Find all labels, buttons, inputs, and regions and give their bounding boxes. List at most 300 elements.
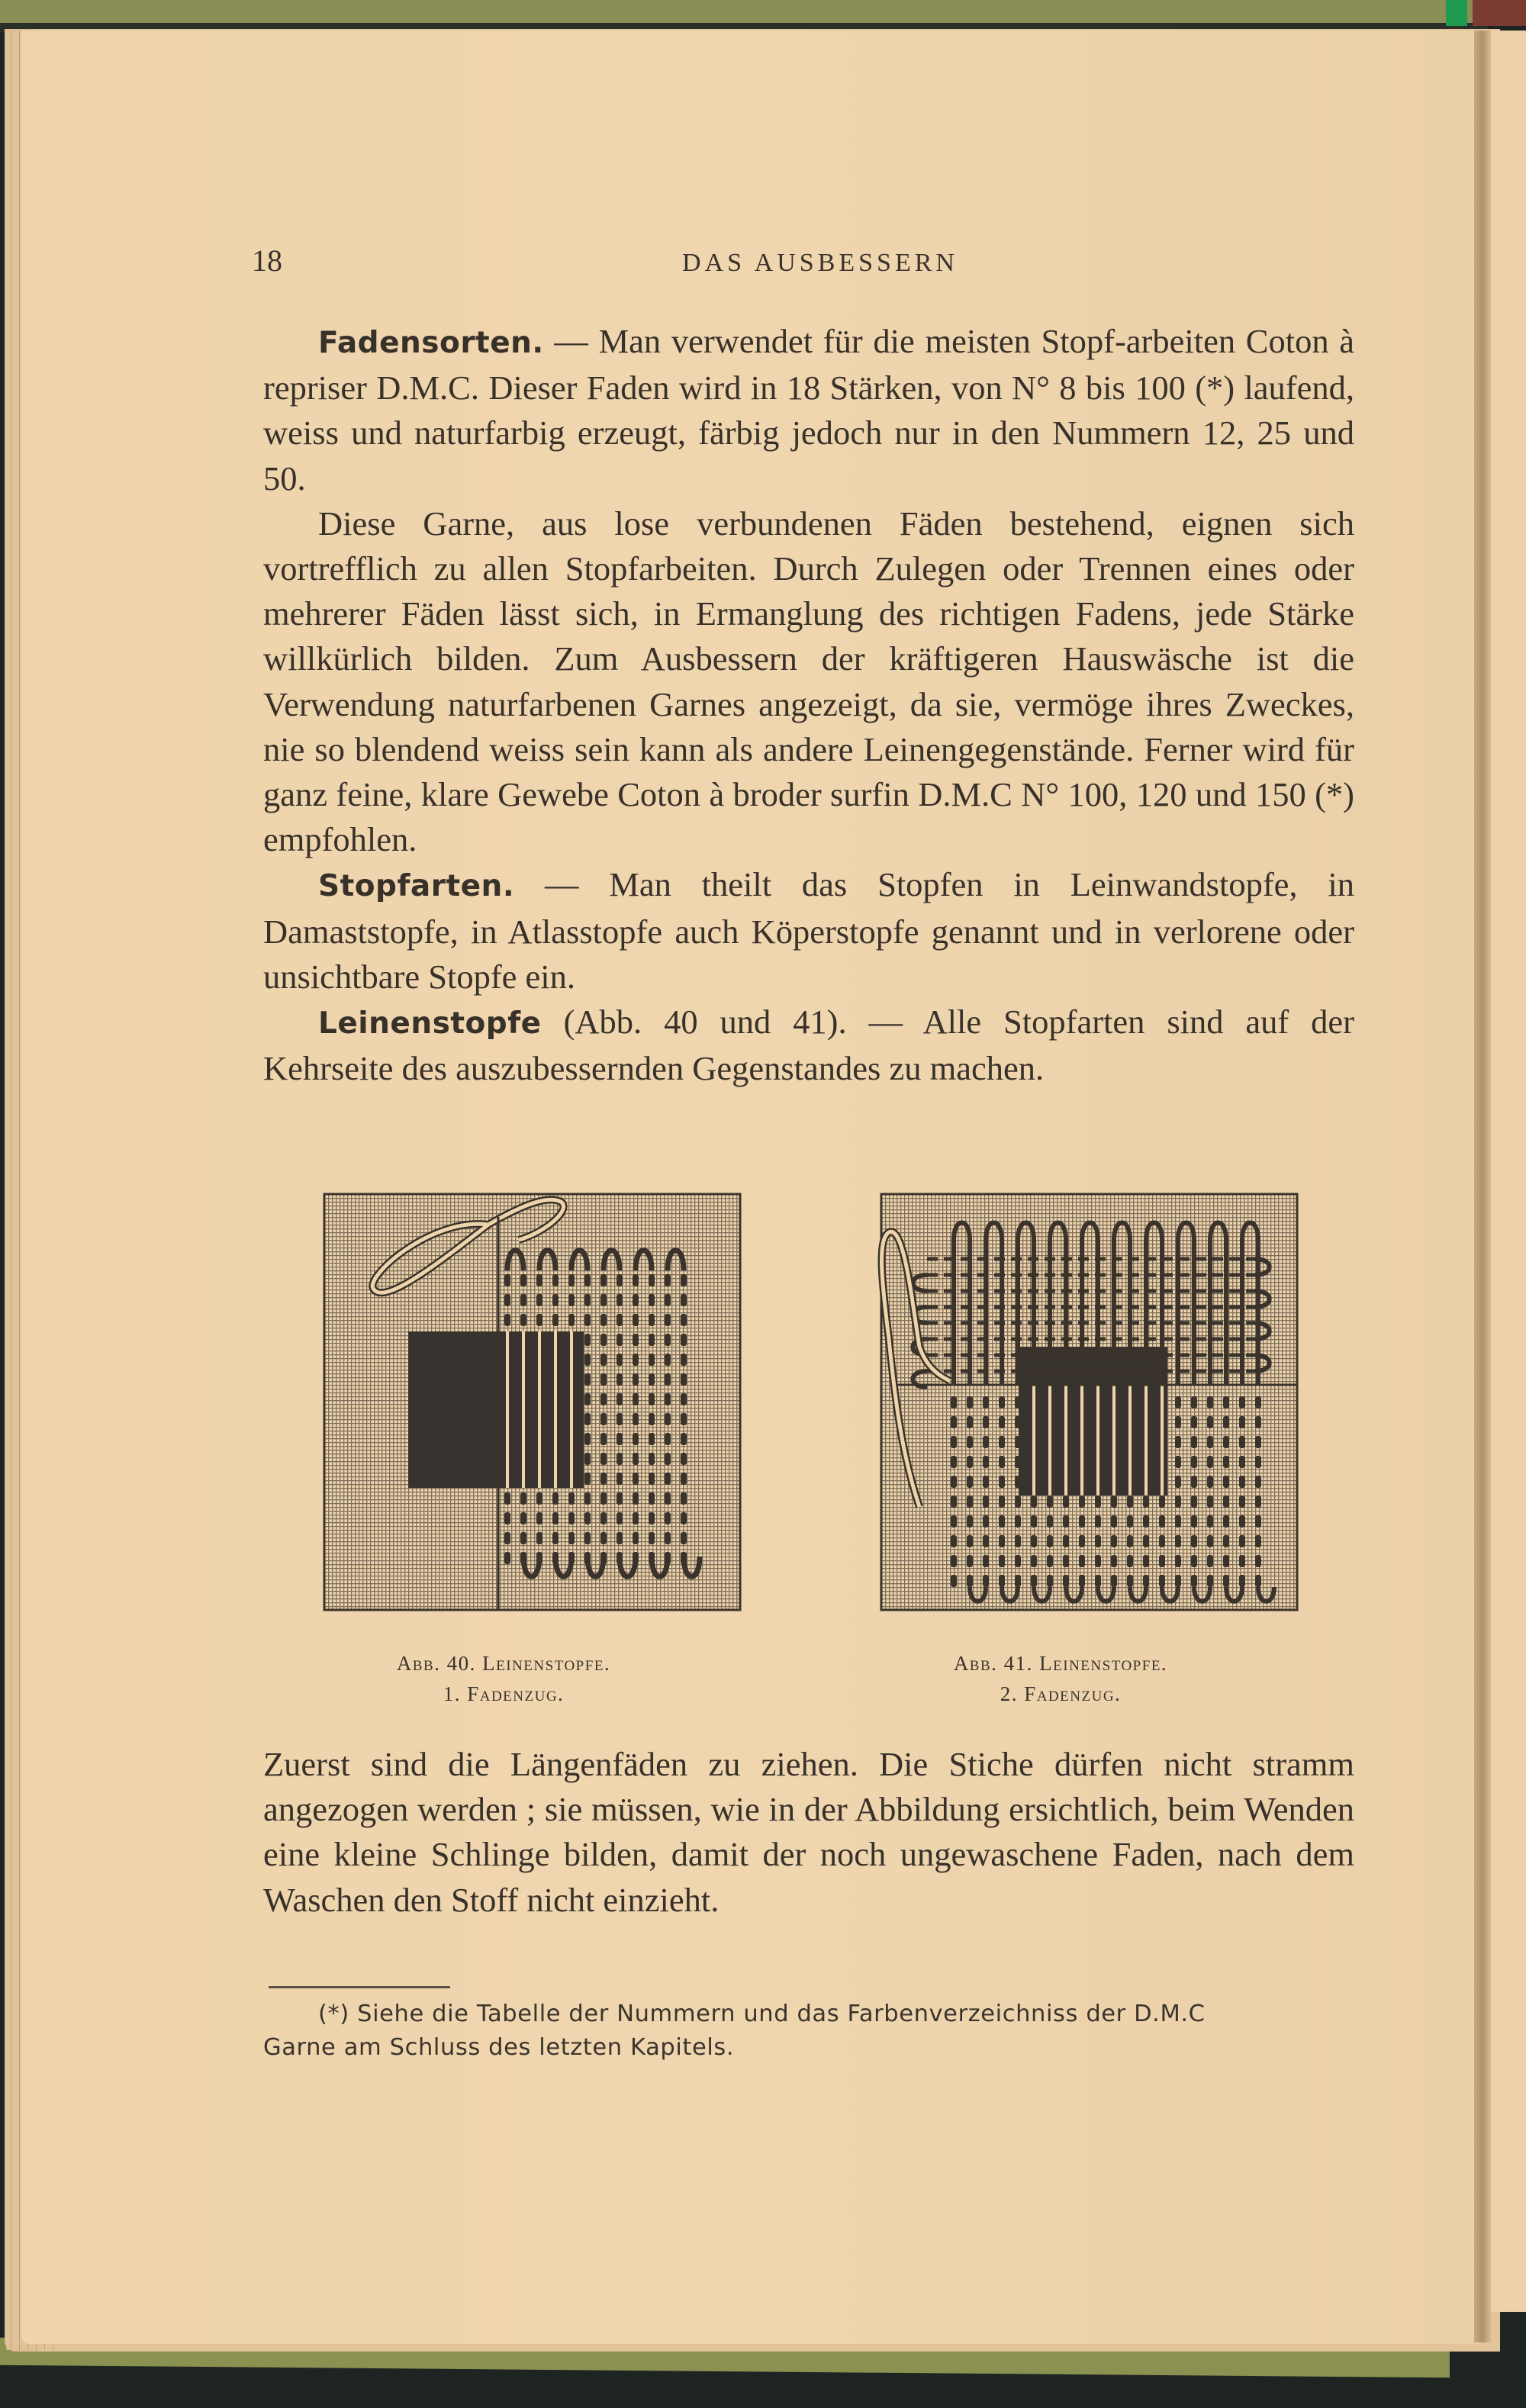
stitch <box>520 1274 526 1286</box>
stitch <box>1127 1495 1133 1508</box>
footnote-line-1: (*) Siehe die Tabelle der Nummern und das Farbenverzeichniss der D.M.C <box>318 2001 1206 2027</box>
stitch <box>1079 1555 1085 1567</box>
stitch <box>999 1436 1005 1448</box>
stitch <box>999 1515 1005 1528</box>
stitch <box>665 1274 671 1286</box>
stitch <box>967 1515 973 1528</box>
stitch <box>617 1354 623 1366</box>
stitch <box>1015 1535 1021 1547</box>
stitch <box>568 1552 575 1564</box>
stitch <box>1255 1535 1261 1547</box>
stitch <box>983 1396 989 1408</box>
stitch <box>633 1413 639 1425</box>
footnote-line-2: Garne am Schluss des letzten Kapitels. <box>263 2034 735 2061</box>
stitch <box>1079 1495 1085 1508</box>
stitch <box>1239 1476 1245 1488</box>
stitch <box>584 1373 591 1386</box>
stitch <box>681 1532 687 1544</box>
stitch <box>584 1532 591 1544</box>
stitch <box>1111 1555 1117 1567</box>
stitch <box>633 1512 639 1524</box>
stitch <box>552 1512 559 1524</box>
stitch <box>1015 1495 1021 1508</box>
stitch <box>983 1575 989 1587</box>
chapter-title: DAS AUSBESSERN <box>682 249 958 277</box>
stitch <box>967 1396 973 1408</box>
stitch <box>1079 1535 1085 1547</box>
text-fadensorten: — Man verwendet für die meisten Stopf-arbeiten Coton à repriser D.M.C. Dieser Faden wird in 18 Stärken, von N° 8 bis 100 (*) laufend, weiss und naturfarbig erzeugt, färbig jedoch nur in den Nummern 12, 25 und 50. <box>263 322 1354 497</box>
stitch <box>600 1274 607 1286</box>
stitch <box>1031 1515 1037 1528</box>
stitch <box>649 1413 655 1425</box>
stitch <box>584 1294 591 1306</box>
stitch <box>1079 1515 1085 1528</box>
stitch <box>1175 1515 1181 1528</box>
stitch <box>584 1473 591 1485</box>
stitch <box>1191 1555 1197 1567</box>
stitch <box>967 1456 973 1468</box>
stitch <box>951 1476 957 1488</box>
stitch <box>552 1294 559 1306</box>
stitch <box>633 1294 639 1306</box>
stitch <box>1223 1535 1229 1547</box>
stitch <box>649 1314 655 1326</box>
stitch <box>649 1532 655 1544</box>
stitch <box>600 1314 607 1326</box>
stitch <box>999 1396 1005 1408</box>
figure-41-svg <box>874 1186 1305 1618</box>
stitch <box>983 1555 989 1567</box>
stitch <box>1143 1535 1149 1547</box>
stitch <box>1255 1476 1261 1488</box>
stitch <box>617 1373 623 1386</box>
stitch <box>568 1492 575 1505</box>
stitch <box>649 1373 655 1386</box>
stitch <box>617 1433 623 1445</box>
stitch <box>520 1314 526 1326</box>
stitch <box>1191 1456 1197 1468</box>
stitch <box>1255 1555 1261 1567</box>
stitch <box>1239 1535 1245 1547</box>
stitch <box>520 1294 526 1306</box>
gutter-shadow <box>1474 31 1491 2342</box>
stitch <box>983 1495 989 1508</box>
stitch <box>999 1535 1005 1547</box>
stitch <box>1175 1396 1181 1408</box>
stitch <box>536 1274 542 1286</box>
stitch <box>504 1492 510 1505</box>
stitch <box>617 1492 623 1505</box>
stitch <box>1191 1476 1197 1488</box>
footnote <box>263 1998 1354 2065</box>
stitch <box>1239 1575 1245 1587</box>
stitch <box>1239 1436 1245 1448</box>
stitch <box>1175 1575 1181 1587</box>
stitch <box>649 1274 655 1286</box>
stitch <box>633 1492 639 1505</box>
stitch <box>1207 1476 1213 1488</box>
stitch <box>1223 1515 1229 1528</box>
stitch <box>600 1373 607 1386</box>
stitch <box>951 1575 957 1587</box>
stitch <box>568 1274 575 1286</box>
stitch <box>983 1456 989 1468</box>
stitch <box>681 1274 687 1286</box>
stitch <box>1207 1515 1213 1528</box>
figure-41-illustration <box>874 1186 1305 1618</box>
stitch <box>568 1532 575 1544</box>
stitch <box>1191 1436 1197 1448</box>
stitch <box>967 1535 973 1547</box>
stitch <box>633 1532 639 1544</box>
stitch <box>617 1334 623 1346</box>
stitch <box>649 1453 655 1465</box>
stitch <box>1063 1555 1069 1567</box>
stitch <box>1239 1515 1245 1528</box>
stitch <box>681 1393 687 1405</box>
stitch <box>600 1453 607 1465</box>
stitch <box>1223 1396 1229 1408</box>
stitch <box>568 1512 575 1524</box>
stitch <box>1223 1555 1229 1567</box>
figure-41-caption <box>862 1648 1259 1709</box>
stitch <box>504 1274 510 1286</box>
stitch <box>1111 1575 1117 1587</box>
stitch <box>600 1532 607 1544</box>
stitch <box>1175 1476 1181 1488</box>
stitch <box>1143 1515 1149 1528</box>
bookmark-ribbon-red <box>1473 0 1526 26</box>
stitch <box>665 1552 671 1564</box>
stitch <box>967 1476 973 1488</box>
stitch <box>951 1555 957 1567</box>
stitch <box>649 1334 655 1346</box>
stitch <box>617 1453 623 1465</box>
figure-40-svg <box>317 1186 748 1618</box>
stitch <box>552 1274 559 1286</box>
stitch <box>999 1456 1005 1468</box>
stitch <box>1255 1456 1261 1468</box>
stitch <box>665 1334 671 1346</box>
stitch <box>999 1416 1005 1428</box>
stitch <box>584 1274 591 1286</box>
footnote-rule <box>269 1986 450 1988</box>
stitch <box>584 1453 591 1465</box>
figure-40-illustration <box>317 1186 748 1618</box>
stitch <box>681 1492 687 1505</box>
stitch <box>1207 1436 1213 1448</box>
stitch <box>600 1492 607 1505</box>
stitch <box>951 1456 957 1468</box>
stitch <box>633 1334 639 1346</box>
stitch <box>999 1495 1005 1508</box>
stitch <box>1255 1515 1261 1528</box>
stitch <box>649 1294 655 1306</box>
body-text-bottom <box>263 1742 1354 1923</box>
paragraph-garne: Diese Garne, aus lose verbundenen Fäden bestehend, eignen sich vortrefflich zu allen Stopfarbeiten. Durch Zulegen oder Trennen eines oder mehrerer Fäden lässt sich, in Ermanglung des richtigen Fadens, jede Stärke willkürlich bilden. Zum Ausbessern der kräftigeren Hauswäsche ist die Verwendung naturfarbenen Garnes angezeigt, da sie, vermöge ihres Zweckes, nie so blendend weiss sein kann als andere Leinengegenstände. Ferner wird für ganz feine, klare Gewebe Coton à broder surfin D.M.C N° 100, 120 und 150 (*) empfohlen. <box>263 504 1354 859</box>
stitch <box>1015 1575 1021 1587</box>
stitch <box>999 1555 1005 1567</box>
stitch <box>617 1393 623 1405</box>
stitch <box>1159 1535 1165 1547</box>
lead-fadensorten: Fadensorten. <box>318 326 544 360</box>
stitch <box>536 1552 542 1564</box>
figure-41-sublabel: 2. Fadenzug. <box>1000 1682 1122 1705</box>
stitch <box>584 1413 591 1425</box>
stitch <box>1095 1495 1101 1508</box>
stitch <box>1239 1555 1245 1567</box>
stitch <box>983 1515 989 1528</box>
stitch <box>504 1512 510 1524</box>
stitch <box>1031 1555 1037 1567</box>
stitch <box>1191 1535 1197 1547</box>
stitch <box>633 1552 639 1564</box>
stitch <box>665 1532 671 1544</box>
stitch <box>1095 1575 1101 1587</box>
stitch <box>600 1433 607 1445</box>
stitch <box>584 1334 591 1346</box>
stitch <box>536 1512 542 1524</box>
stitch <box>1175 1555 1181 1567</box>
stitch <box>600 1512 607 1524</box>
stitch <box>681 1354 687 1366</box>
figures-row <box>263 1186 1354 1644</box>
stitch <box>504 1552 510 1564</box>
page-number: 18 <box>252 243 282 278</box>
stitch <box>1015 1436 1021 1448</box>
stitch <box>1223 1456 1229 1468</box>
stitch <box>1223 1476 1229 1488</box>
lead-leinenstopfe: Leinenstopfe <box>318 1006 542 1041</box>
stitch <box>951 1515 957 1528</box>
stitch <box>617 1294 623 1306</box>
text-stopfarten: — Man theilt das Stopfen in Leinwandstopfe, in Damaststopfe, in Atlasstopfe auch Köperstopfe genannt und in verlorene oder unsichtbare Stopfe ein. <box>263 865 1354 996</box>
stitch <box>1015 1555 1021 1567</box>
stitch <box>681 1373 687 1386</box>
paragraph-zuerst: Zuerst sind die Längenfäden zu ziehen. Die Stiche dürfen nicht stramm angezogen werden ; sie müssen, wie in der Abbildung ersichtlich, beim Wenden eine kleine Schlinge bilden, damit der noch ungewaschene Faden, nach dem Waschen den Stoff nicht einzieht. <box>263 1745 1354 1919</box>
stitch <box>681 1453 687 1465</box>
stitch <box>1207 1535 1213 1547</box>
stitch <box>584 1433 591 1445</box>
stitch <box>600 1413 607 1425</box>
stitch <box>1127 1555 1133 1567</box>
stitch <box>1143 1555 1149 1567</box>
stitch <box>1255 1416 1261 1428</box>
stitch <box>1191 1495 1197 1508</box>
stitch <box>951 1436 957 1448</box>
stitch <box>536 1314 542 1326</box>
stitch <box>617 1512 623 1524</box>
body-text-top <box>263 319 1354 1091</box>
stitch <box>983 1436 989 1448</box>
stitch <box>665 1453 671 1465</box>
stitch <box>1063 1515 1069 1528</box>
stitch <box>665 1433 671 1445</box>
stitch <box>1127 1535 1133 1547</box>
stitch <box>1047 1535 1053 1547</box>
stitch <box>1159 1575 1165 1587</box>
stitch <box>1175 1535 1181 1547</box>
stitch <box>1175 1436 1181 1448</box>
stitch <box>665 1512 671 1524</box>
stitch <box>1159 1515 1165 1528</box>
stitch <box>1191 1575 1197 1587</box>
stitch <box>983 1476 989 1488</box>
stitch <box>649 1393 655 1405</box>
bookmark-ribbon <box>1446 0 1467 26</box>
stitch <box>520 1532 526 1544</box>
stitch <box>1175 1416 1181 1428</box>
stitch <box>967 1495 973 1508</box>
stitch <box>1255 1495 1261 1508</box>
stitch <box>1031 1575 1037 1587</box>
stitch <box>1223 1495 1229 1508</box>
stitch <box>951 1416 957 1428</box>
stitch <box>665 1294 671 1306</box>
stitch <box>649 1473 655 1485</box>
stitch <box>1223 1416 1229 1428</box>
figure-40-sublabel: 1. Fadenzug. <box>443 1682 565 1705</box>
stitch <box>1191 1396 1197 1408</box>
stitch <box>1095 1515 1101 1528</box>
stitch <box>600 1552 607 1564</box>
stitch <box>1207 1575 1213 1587</box>
stitch <box>1207 1456 1213 1468</box>
stitch <box>681 1413 687 1425</box>
stitch <box>999 1575 1005 1587</box>
stitch <box>536 1294 542 1306</box>
stitch <box>1207 1416 1213 1428</box>
stitch <box>649 1512 655 1524</box>
stitch <box>617 1274 623 1286</box>
stitch <box>665 1354 671 1366</box>
stitch <box>1111 1535 1117 1547</box>
stitch <box>681 1294 687 1306</box>
text-leinenstopfe: (Abb. 40 und 41). — Alle Stopfarten sind auf der Kehrseite des auszubessernden Gegenstandes zu machen. <box>263 1003 1354 1088</box>
stitch <box>665 1413 671 1425</box>
stitch <box>1175 1456 1181 1468</box>
stitch <box>633 1473 639 1485</box>
stitch <box>1143 1575 1149 1587</box>
stitch <box>681 1473 687 1485</box>
stitch <box>681 1334 687 1346</box>
stitch <box>633 1393 639 1405</box>
stitch <box>1047 1575 1053 1587</box>
stitch <box>665 1393 671 1405</box>
stitch <box>681 1433 687 1445</box>
stitch <box>633 1373 639 1386</box>
stitch <box>951 1396 957 1408</box>
facing-page-edge <box>1491 31 1526 2312</box>
running-head <box>252 243 1358 281</box>
figure-40-label: Abb. 40. Leinenstopfe. <box>396 1652 611 1675</box>
stitch <box>633 1354 639 1366</box>
stitch <box>681 1314 687 1326</box>
stitch <box>1047 1495 1053 1508</box>
stitch <box>967 1416 973 1428</box>
stitch <box>1095 1555 1101 1567</box>
paragraph-fadensorten <box>263 319 1354 501</box>
stitch <box>665 1492 671 1505</box>
stitch <box>1095 1535 1101 1547</box>
stitch <box>967 1575 973 1587</box>
stitch <box>552 1492 559 1505</box>
stitch <box>967 1436 973 1448</box>
stitch <box>552 1314 559 1326</box>
paragraph-stopfarten <box>263 862 1354 1000</box>
stitch <box>1015 1396 1021 1408</box>
stitch <box>504 1532 510 1544</box>
stitch <box>967 1555 973 1567</box>
stitch <box>1015 1456 1021 1468</box>
stitch <box>1255 1396 1261 1408</box>
stitch <box>1159 1495 1165 1508</box>
stitch <box>1239 1396 1245 1408</box>
stitch <box>617 1413 623 1425</box>
stitch <box>1111 1515 1117 1528</box>
stitch <box>633 1274 639 1286</box>
stitch <box>633 1314 639 1326</box>
paragraph-leinenstopfe <box>263 1000 1354 1091</box>
stitch <box>536 1492 542 1505</box>
stitch <box>1207 1396 1213 1408</box>
stitch <box>1191 1515 1197 1528</box>
stitch <box>1031 1535 1037 1547</box>
stitch <box>617 1532 623 1544</box>
stitch <box>584 1354 591 1366</box>
stitch <box>584 1314 591 1326</box>
stitch <box>1255 1436 1261 1448</box>
stitch <box>1223 1436 1229 1448</box>
stitch <box>600 1473 607 1485</box>
stitch <box>665 1373 671 1386</box>
stitch <box>1255 1575 1261 1587</box>
stitch <box>600 1354 607 1366</box>
stitch <box>600 1294 607 1306</box>
stitch <box>1015 1416 1021 1428</box>
stitch <box>665 1473 671 1485</box>
stitch <box>1143 1495 1149 1508</box>
stitch <box>1159 1555 1165 1567</box>
stitch <box>1239 1416 1245 1428</box>
lead-stopfarten: Stopfarten. <box>318 869 515 904</box>
stitch <box>1015 1476 1021 1488</box>
hole <box>408 1331 584 1488</box>
stitch <box>1207 1555 1213 1567</box>
stitch <box>536 1532 542 1544</box>
stitch <box>504 1294 510 1306</box>
stitch <box>1047 1555 1053 1567</box>
stitch <box>504 1314 510 1326</box>
stitch <box>951 1535 957 1547</box>
stitch <box>520 1492 526 1505</box>
stitch <box>1223 1575 1229 1587</box>
stitch <box>649 1433 655 1445</box>
stitch <box>584 1393 591 1405</box>
stitch <box>600 1393 607 1405</box>
stitch <box>1239 1456 1245 1468</box>
stitch <box>951 1495 957 1508</box>
stitch <box>1079 1575 1085 1587</box>
stitch <box>983 1535 989 1547</box>
stitch <box>1015 1515 1021 1528</box>
stitch <box>584 1512 591 1524</box>
stitch <box>617 1473 623 1485</box>
stitch <box>1031 1495 1037 1508</box>
stitch <box>1207 1495 1213 1508</box>
stitch <box>520 1512 526 1524</box>
stitch <box>999 1476 1005 1488</box>
